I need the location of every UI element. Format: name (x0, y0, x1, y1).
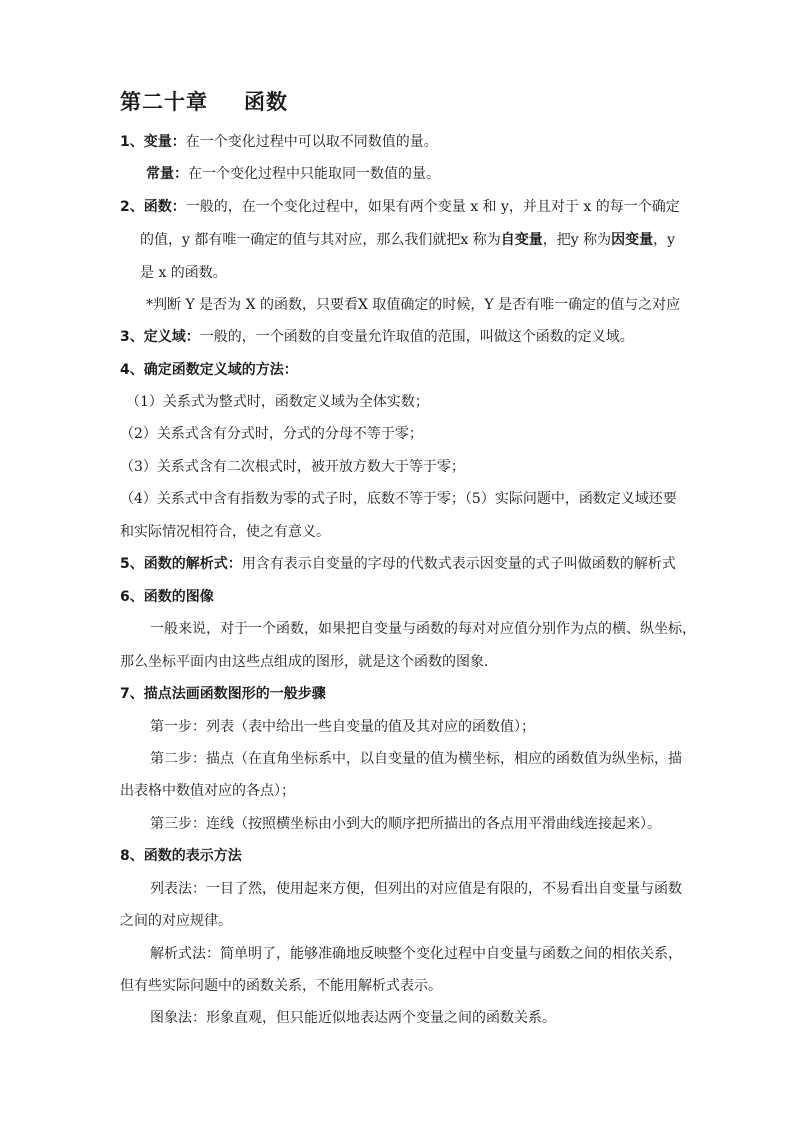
item-analytic-expression: 5、函数的解析式：用含有表示自变量的字母的代数式表示因变量的式子叫做函数的解析式 (120, 556, 676, 572)
domain-rule-2: （2）关系式含有分式时，分式的分母不等于零； (120, 426, 423, 442)
graph-paragraph-2: 那么坐标平面内由这些点组成的图形，就是这个函数的图象． (120, 654, 498, 670)
chapter-number: 第二十章 (120, 90, 208, 114)
item-constant: 常量：在一个变化过程中只能取同一数值的量。 (146, 166, 440, 182)
domain-rule-1: （1）关系式为整式时，函数定义域为全体实数； (126, 394, 429, 410)
method-table-1: 列表法：一目了然，使用起来方便，但列出的对应值是有限的，不易看出自变量与函数 (150, 881, 682, 897)
domain-rule-5: 和实际情况相符合，使之有意义。 (120, 524, 330, 540)
graph-paragraph-1: 一般来说，对于一个函数，如果把自变量与函数的每对对应值分别作为点的横、纵坐标， (150, 621, 696, 637)
chapter-title (120, 86, 288, 116)
heading-plot-steps: 7、描点法画函数图形的一般步骤 (120, 686, 326, 702)
term-variable: 变量： (143, 134, 186, 150)
function-line-2: 的值，y 都有唯一确定的值与其对应，那么我们就把x 称为自变量，把y 称为因变量，y (140, 232, 675, 248)
heading-function-graph: 6、函数的图像 (120, 589, 214, 605)
item-domain: 3、定义域：一般的，一个函数的自变量允许取值的范围，叫做这个函数的定义域。 (120, 329, 634, 345)
domain-rule-4: （4）关系式中含有指数为零的式子时，底数不等于零；（5）实际问题中，函数定义域还要 (120, 491, 677, 507)
term-analytic-expression: 函数的解析式： (143, 556, 242, 572)
method-analytic-1: 解析式法：简单明了，能够准确地反映整个变化过程中自变量与函数之间的相依关系， (150, 946, 682, 962)
item-domain-methods: 4、确定函数定义域的方法： (120, 362, 298, 378)
term-constant: 常量： (146, 166, 188, 182)
method-analytic-2: 但有些实际问题中的函数关系，不能用解析式表示。 (120, 978, 442, 994)
plot-step-2-cont: 出表格中数值对应的各点）； (120, 783, 295, 799)
plot-step-1: 第一步：列表（表中给出一些自变量的值及其对应的函数值）； (150, 719, 535, 735)
heading-representation: 8、函数的表示方法 (120, 848, 242, 864)
plot-step-2: 第二步：描点（在直角坐标系中，以自变量的值为横坐标，相应的函数值为纵坐标，描 (150, 751, 682, 767)
chapter-name: 函数 (244, 90, 288, 114)
item-function: 2、函数：一般的，在一个变化过程中，如果有两个变量 x 和 y，并且对于 x 的每一个确定 (120, 199, 680, 215)
plot-step-3: 第三步：连线（按照横坐标由小到大的顺序把所描出的各点用平滑曲线连接起来）。 (150, 816, 661, 832)
function-line-3: 是 x 的函数。 (140, 265, 227, 281)
term-function: 函数： (143, 199, 186, 215)
term-domain: 定义域： (143, 329, 200, 345)
method-table-2: 之间的对应规律。 (120, 913, 232, 929)
item-variable: 1、变量：在一个变化过程中可以取不同数值的量。 (120, 134, 438, 150)
method-graph: 图象法：形象直观，但只能近似地表达两个变量之间的函数关系。 (150, 1010, 556, 1026)
function-note: *判断 Y 是否为 X 的函数，只要看X 取值确定的时候，Y 是否有唯一确定的值与之对应 (146, 297, 681, 313)
domain-rule-3: （3）关系式含有二次根式时，被开放方数大于等于零； (120, 459, 465, 475)
